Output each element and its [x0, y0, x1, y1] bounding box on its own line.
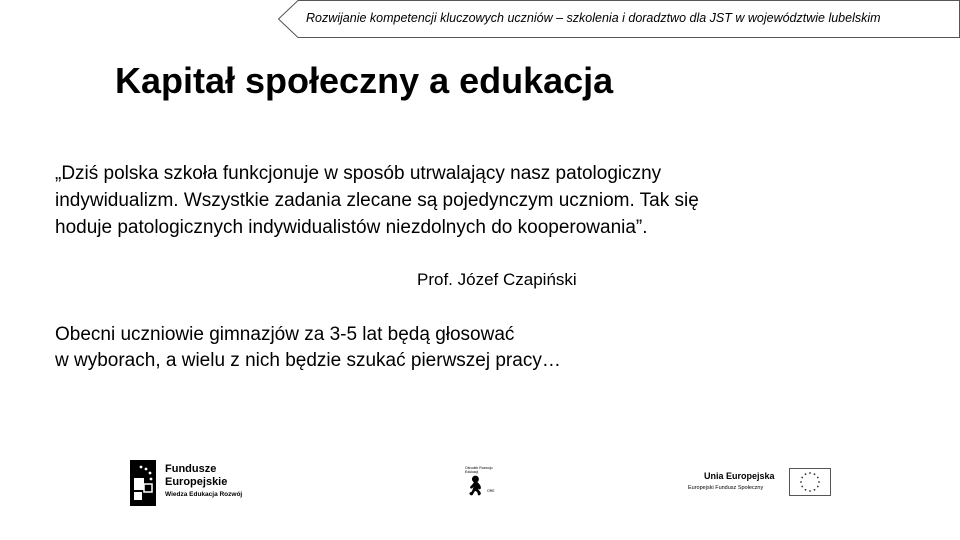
fe-logo-line3: Wiedza Edukacja Rozwój [165, 491, 243, 498]
header-banner-text: Rozwijanie kompetencji kluczowych uczniów – szkolenia i doradztwo dla JST w województwie lubelskim [306, 11, 881, 25]
fundusze-europejskie-icon [130, 460, 156, 506]
statement-block [55, 322, 561, 374]
ue-logo-line1: Unia Europejska [704, 471, 775, 481]
fe-logo-line2: Europejskie [165, 476, 228, 488]
eu-stars [790, 469, 830, 495]
unia-europejska-logo [688, 467, 833, 499]
page-title: Kapitał społeczny a edukacja [115, 60, 614, 101]
fe-logo-line1: Fundusze [165, 463, 217, 475]
statement-line: w wyborach, a wielu z nich będzie szukać pierwszej pracy… [55, 350, 561, 371]
quote-line: hoduje patologicznych indywidualistów niezdolnych do kooperowania”. [55, 217, 648, 238]
statement-line: Obecni uczniowie gimnazjów za 3-5 lat będą głosować [55, 324, 515, 345]
header-banner [278, 0, 960, 38]
person-figure-icon: 🚶︎ [463, 476, 488, 497]
ore-logo-line2: Edukacji [465, 470, 479, 474]
ore-logo-line3: ORE [487, 489, 495, 493]
ore-logo-line1: Ośrodek Rozwoju [465, 466, 493, 470]
quote-block [55, 160, 845, 241]
quote-author: Prof. Józef Czapiński [417, 270, 577, 289]
quote-line: indywidualizm. Wszystkie zadania zlecane są pojedynczym uczniom. Tak się [55, 190, 699, 211]
quote-line: „Dziś polska szkoła funkcjonuje w sposób utrwalający nasz patologiczny [55, 163, 662, 184]
eu-flag-icon [789, 468, 831, 496]
fundusze-europejskie-logo [130, 460, 270, 506]
ue-logo-line2: Europejski Fundusz Społeczny [688, 485, 764, 491]
ore-logo [462, 463, 506, 497]
